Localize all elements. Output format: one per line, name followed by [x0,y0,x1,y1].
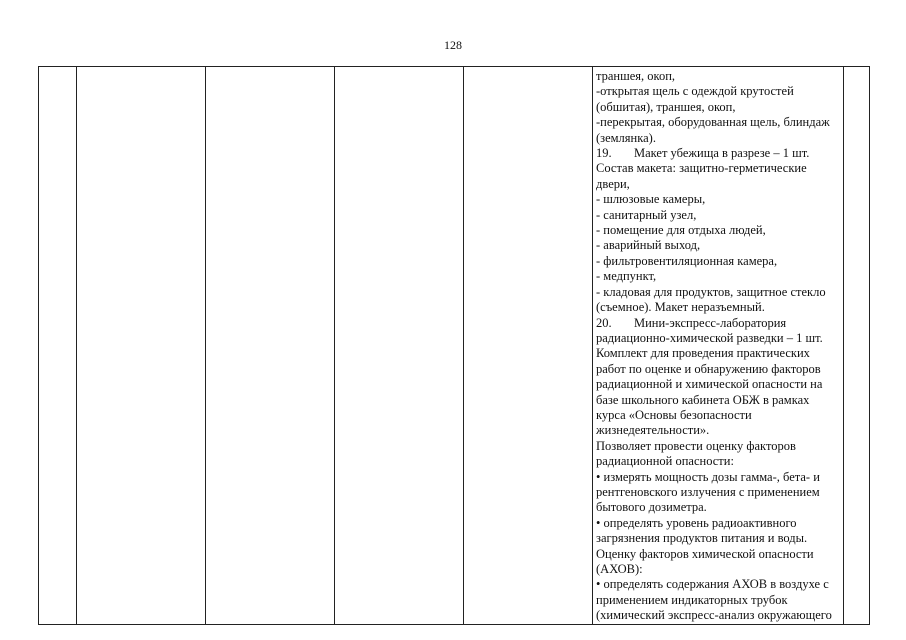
text-line: Состав макета: защитно-герметические [596,161,807,176]
text-line: - шлюзовые камеры, [596,192,706,207]
table-cell-col-7 [844,67,870,625]
text-line: -открытая щель с одеждой крутостей [596,84,794,99]
item-19-heading [596,146,840,161]
item-19-title: Макет убежища в разрезе – 1 шт. [634,146,810,161]
table-cell-col-2 [77,67,206,625]
table-cell-col-5 [464,67,593,625]
equipment-table [38,66,870,625]
item-19-number: 19. [596,146,612,161]
table-row [39,67,870,625]
text-line: - санитарный узел, [596,207,697,222]
text-line: курса «Основы безопасности [596,407,752,422]
page-number: 128 [444,38,462,52]
table-cell-col-1 [39,67,77,625]
text-line: - аварийный выход, [596,238,701,253]
text-line: применением индикаторных трубок [596,592,788,607]
text-line: Позволяет провести оценку факторов [596,438,796,453]
text-line: загрязнения продуктов питания и воды. [596,531,808,546]
text-line: - кладовая для продуктов, защитное стекло [596,284,826,299]
text-line: (съемное). Макет неразъемный. [596,300,765,315]
text-line: (химический экспресс-анализ окружающего [596,608,832,623]
table-cell-col-3 [206,67,335,625]
text-line: радиационной и химической опасности на [596,377,823,392]
table-cell-description [593,67,844,625]
text-line: работ по оценке и обнаружению факторов [596,361,821,376]
text-line: - медпункт, [596,269,657,284]
text-line: жизнедеятельности». [596,423,710,438]
text-line: (обшитая), траншея, окоп, [596,99,736,114]
table-cell-col-4 [335,67,464,625]
item-20-title: Мини-экспресс-лаборатория [634,315,787,330]
text-line: (АХОВ): [596,562,643,576]
item-20-heading [596,316,840,331]
text-line: двери, [596,176,630,191]
text-line: • определять содержания АХОВ в воздухе с [596,577,829,592]
text-line: (землянка). [596,130,656,145]
text-line: - фильтровентиляционная камера, [596,253,778,268]
text-line: бытового дозиметра. [596,500,707,515]
text-line: радиационной опасности: [596,454,734,469]
text-line: рентгеновского излучения с применением [596,484,820,499]
text-line: базе школьного кабинета ОБЖ в рамках [596,392,810,407]
text-line: • определять уровень радиоактивного [596,515,797,530]
text-line: радиационно-химической разведки – 1 шт. [596,330,823,345]
text-line: - помещение для отдыха людей, [596,223,766,238]
description-text [593,67,843,624]
text-line: Оценку факторов химической опасности [596,546,814,561]
text-line: Комплект для проведения практических [596,346,810,361]
text-line: траншея, окоп, [596,69,676,83]
item-20-number: 20. [596,315,612,330]
text-line: • измерять мощность дозы гамма-, бета- и [596,469,820,484]
text-line: -перекрытая, оборудованная щель, блиндаж [596,115,830,130]
